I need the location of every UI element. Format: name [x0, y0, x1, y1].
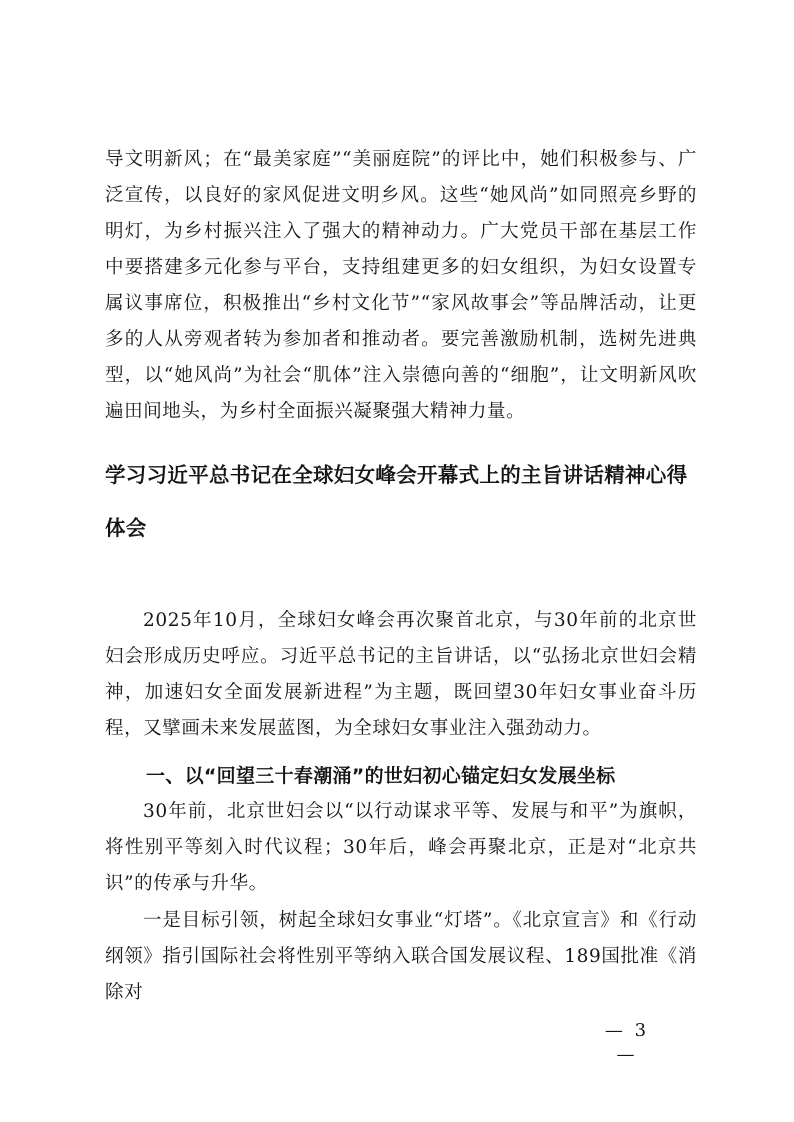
- section-heading-1: 一、以“回望三十春潮涌”的世妇初心锚定妇女发展坐标: [146, 765, 616, 787]
- section-paragraph-1: 30年前，北京世妇会以“以行动谋求平等、发展与和平”为旗帜，将性别平等刻入时代议程；30年后，峰会再聚北京，正是对“北京共识”的传承与升华。: [105, 801, 697, 894]
- page-number: — 3 —: [604, 1020, 650, 1065]
- continuation-paragraph: 导文明新风；在“最美家庭”“美丽庭院”的评比中，她们积极参与、广泛宣传，以良好的家风促进文明乡风。这些“她风尚”如同照亮乡野的明灯，为乡村振兴注入了强大的精神动力。广大党员干部在基层工作中要搭建多元化参与平台，支持组建更多的妇女组织，为妇女设置专属议事席位，积极推出“乡村文化节”“家风故事会”等品牌活动，让更多的人从旁观者转为参加者和推动者。要完善激励机制，选树先进典型，以“她风尚”为社会“肌体”注入崇德向善的“细胞”，让文明新风吹遍田间地头，为乡村全面振兴凝聚强大精神力量。: [105, 149, 697, 422]
- section-paragraph-2: 一是目标引领，树起全球妇女事业“灯塔”。《北京宣言》和《行动纲领》指引国际社会将性别平等纳入联合国发展议程、189国批准《消除对: [105, 910, 697, 1003]
- intro-paragraph: 2025年10月，全球妇女峰会再次聚首北京，与30年前的北京世妇会形成历史呼应。习近平总书记的主旨讲话，以“弘扬北京世妇会精神，加速妇女全面发展新进程”为主题，既回望30年妇女事业奋斗历程，又擘画未来发展蓝图，为全球妇女事业注入强劲动力。: [105, 610, 697, 739]
- article-title: 学习习近平总书记在全球妇女峰会开幕式上的主旨讲话精神心得体会: [105, 463, 688, 540]
